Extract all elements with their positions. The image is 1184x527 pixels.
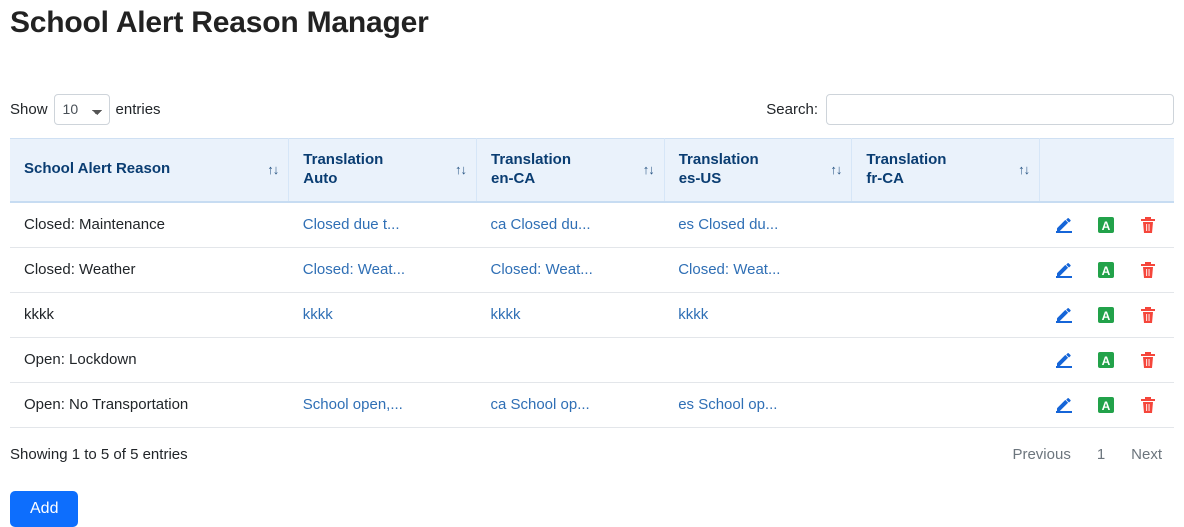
svg-text:A: A (1101, 218, 1111, 233)
edit-icon[interactable] (1054, 395, 1076, 415)
cell-translation-es-us[interactable] (664, 337, 852, 382)
table-info: Showing 1 to 5 of 5 entries (10, 445, 188, 463)
cell-translation-fr-ca[interactable] (852, 337, 1040, 382)
cell-translation-es-us[interactable]: es Closed du... (664, 202, 852, 248)
search-label: Search: (766, 100, 818, 118)
cell-translation-auto[interactable]: Closed due t... (289, 202, 477, 248)
cell-actions (1040, 247, 1174, 292)
delete-icon[interactable] (1138, 215, 1160, 235)
translate-icon[interactable] (1096, 395, 1118, 415)
search-input[interactable] (826, 94, 1174, 125)
cell-translation-auto[interactable] (289, 337, 477, 382)
column-header-actions (1040, 139, 1174, 202)
table-row (10, 292, 1174, 337)
cell-actions (1040, 337, 1174, 382)
table-head (10, 139, 1174, 202)
delete-icon[interactable] (1138, 260, 1160, 280)
cell-translation-en-ca[interactable] (476, 337, 664, 382)
cell-translation-fr-ca[interactable] (852, 202, 1040, 248)
search-control (766, 94, 1174, 125)
cell-translation-auto[interactable]: kkkk (289, 292, 477, 337)
cell-translation-auto[interactable]: Closed: Weat... (289, 247, 477, 292)
school-alert-reason-table (10, 138, 1174, 428)
edit-icon[interactable] (1054, 305, 1076, 325)
table-body (10, 202, 1174, 428)
sort-icon[interactable]: ↑↓ (642, 161, 654, 177)
pagination-next[interactable]: Next (1131, 445, 1162, 463)
cell-reason: Closed: Weather (10, 247, 289, 292)
cell-translation-fr-ca[interactable] (852, 247, 1040, 292)
sort-icon[interactable]: ↑↓ (1018, 161, 1030, 177)
table-row (10, 337, 1174, 382)
table-row (10, 202, 1174, 248)
cell-translation-en-ca[interactable]: ca School op... (476, 382, 664, 427)
cell-translation-es-us[interactable]: Closed: Weat... (664, 247, 852, 292)
edit-icon[interactable] (1054, 350, 1076, 370)
column-header-translation-auto[interactable] (289, 139, 477, 202)
svg-text:A: A (1101, 308, 1111, 323)
column-sublabel: fr-CA (866, 169, 904, 187)
table-controls (10, 92, 1174, 126)
sort-icon[interactable]: ↑↓ (830, 161, 842, 177)
translate-icon[interactable] (1096, 305, 1118, 325)
translate-icon[interactable] (1096, 215, 1118, 235)
cell-reason: Open: Lockdown (10, 337, 289, 382)
cell-translation-es-us[interactable]: kkkk (664, 292, 852, 337)
cell-actions (1040, 382, 1174, 427)
column-header-translation-es-us[interactable] (664, 139, 852, 202)
cell-translation-fr-ca[interactable] (852, 292, 1040, 337)
cell-reason: Closed: Maintenance (10, 202, 289, 248)
page-title: School Alert Reason Manager (10, 6, 429, 39)
cell-reason: Open: No Transportation (10, 382, 289, 427)
table-footer (10, 440, 1174, 469)
column-label: Translation (490, 151, 572, 168)
cell-reason: kkkk (10, 292, 289, 337)
pagination (1000, 440, 1174, 469)
translate-icon[interactable] (1096, 260, 1118, 280)
column-label: Translation (678, 151, 759, 168)
page-length-select[interactable] (54, 94, 110, 125)
pagination-previous[interactable]: Previous (1012, 445, 1071, 463)
svg-text:A: A (1101, 398, 1111, 413)
sort-icon[interactable]: ↑↓ (454, 161, 466, 177)
svg-text:A: A (1101, 263, 1111, 278)
delete-icon[interactable] (1138, 395, 1160, 415)
column-label: Translation (303, 151, 384, 168)
show-label: Show (10, 100, 48, 118)
translate-icon[interactable] (1096, 350, 1118, 370)
svg-text:A: A (1101, 353, 1111, 368)
page-length-control (10, 94, 161, 125)
column-label: School Alert Reason (24, 160, 171, 178)
table-row (10, 247, 1174, 292)
pagination-page-1[interactable]: 1 (1096, 445, 1106, 463)
column-header-translation-en-ca[interactable] (476, 139, 664, 202)
page-root (0, 6, 1184, 517)
entries-label: entries (115, 100, 161, 118)
cell-translation-en-ca[interactable]: ca Closed du... (476, 202, 664, 248)
sort-icon[interactable]: ↑↓ (267, 161, 279, 177)
column-sublabel: Auto (303, 169, 338, 187)
cell-translation-fr-ca[interactable] (852, 382, 1040, 427)
column-header-translation-fr-ca[interactable] (852, 139, 1040, 202)
edit-icon[interactable] (1054, 215, 1076, 235)
table-row (10, 382, 1174, 427)
column-label: Translation (866, 151, 947, 168)
edit-icon[interactable] (1054, 260, 1076, 280)
column-header-school-alert-reason[interactable] (10, 139, 289, 202)
column-sublabel: en-CA (490, 169, 536, 187)
table-header-row (10, 139, 1174, 202)
cell-translation-auto[interactable]: School open,... (289, 382, 477, 427)
cell-actions (1040, 292, 1174, 337)
add-button[interactable]: Add (10, 491, 78, 527)
cell-actions (1040, 202, 1174, 248)
cell-translation-en-ca[interactable]: Closed: Weat... (476, 247, 664, 292)
cell-translation-es-us[interactable]: es School op... (664, 382, 852, 427)
delete-icon[interactable] (1138, 350, 1160, 370)
delete-icon[interactable] (1138, 305, 1160, 325)
cell-translation-en-ca[interactable]: kkkk (476, 292, 664, 337)
column-sublabel: es-US (678, 169, 722, 187)
